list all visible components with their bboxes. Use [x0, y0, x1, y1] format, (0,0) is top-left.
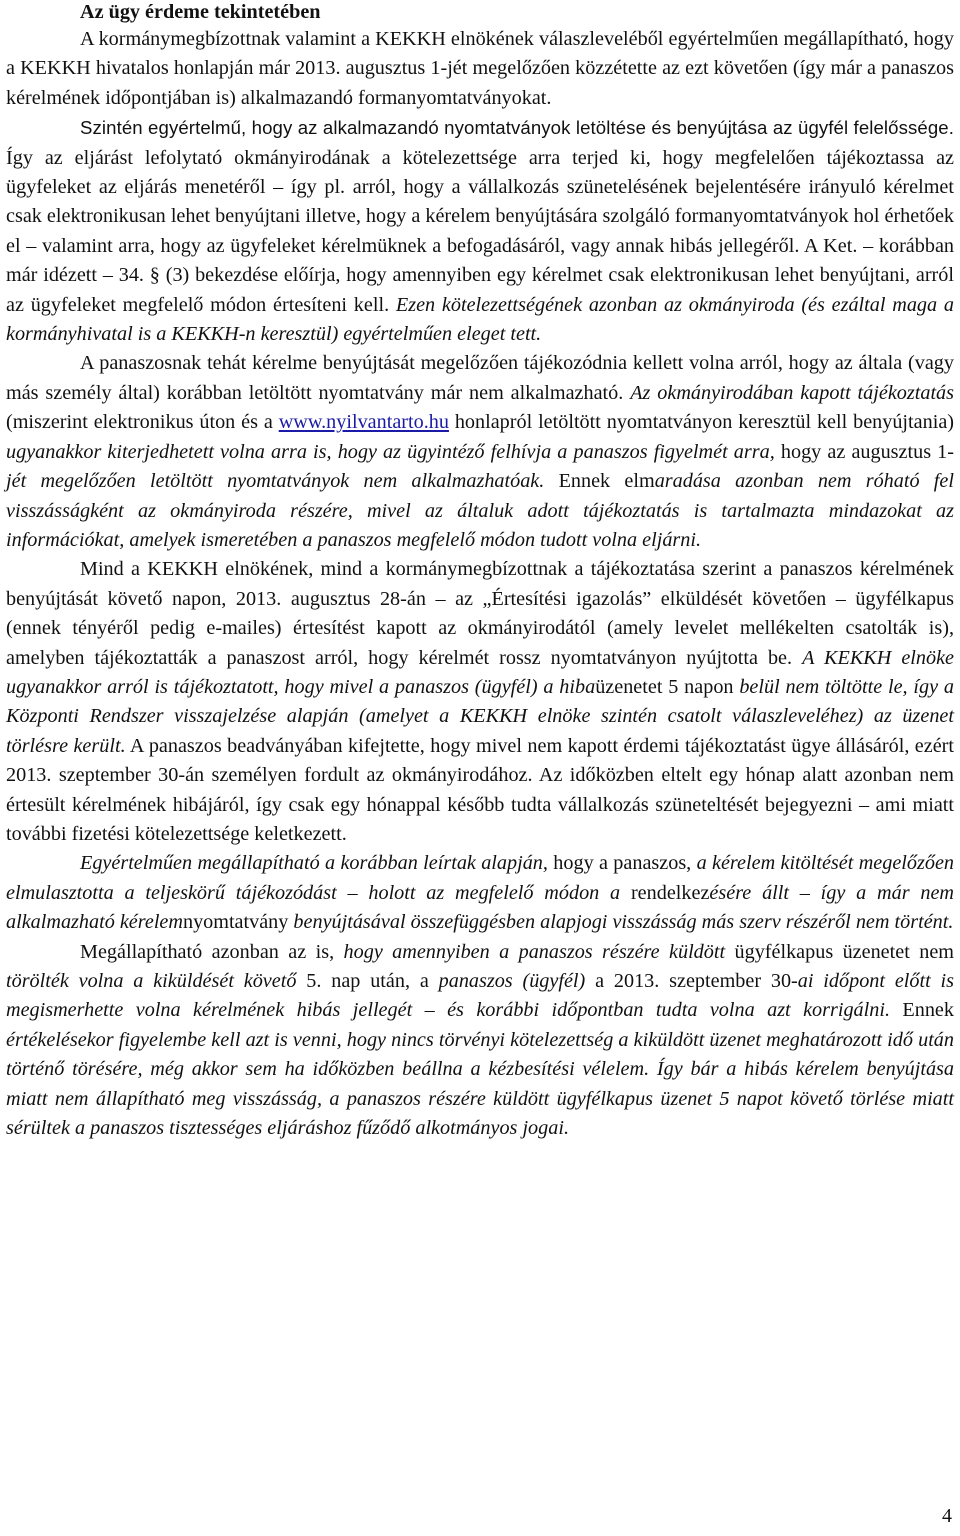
section-heading: Az ügy érdeme tekintetében	[80, 1, 321, 23]
paragraph-5	[6, 849, 954, 937]
nyilvantarto-link[interactable]: www.nyilvantarto.hu	[278, 411, 449, 434]
paragraph-3-text-e: Ennek elm	[544, 470, 655, 493]
paragraph-3-italic-b: ugyanakkor kiterjedhetett volna arra is, hogy az ügyintéző felhívja a panaszos figyelmét arra,	[6, 440, 775, 463]
paragraph-3-text-c: honlapról letöltött nyomtatványon keresztül kell benyújtania)	[448, 411, 954, 434]
paragraph-6-italic-c: panaszos (ügyfél)	[438, 970, 586, 992]
paragraph-6-italic-a: hogy amennyiben a panaszos részére küldött	[343, 940, 735, 963]
paragraph-5-italic-d: benyújtásával összefüggésben alapjogi visszásság más szerv részéről nem történt.	[293, 911, 954, 934]
paragraph-2-text: Így az eljárást lefolytató okmányirodának a kötelezettsége arra terjed ki, hogy megfelelően tájékoztassa az ügyfeleket az eljárás menetéről – így pl. arról, hogy a vállalkozás szünetelésének bejelentésére irányuló kérelmet csak elektronikusan lehet benyújtani illetve, hogy a kérelem benyújtására szolgáló formanyomtatványok hol érhetőek el – valamint arra, hogy az ügyfeleket kérelmüknek a befogadásáról, vagy annak hibás jellegéről. A Ket. – korábban már idézett – 34. § (3) bekezdése előírja, hogy amennyiben egy kérelmet csak elektronikusan lehet benyújtani, arról az ügyfeleket megfelelő módon értesíteni kell.	[6, 146, 954, 316]
paragraph-6-text-e: Ennek	[890, 999, 954, 1022]
page-number: 4	[942, 1505, 952, 1527]
paragraph-6-text-a: Megállapítható azonban az is,	[80, 940, 344, 963]
paragraph-3	[6, 349, 954, 555]
paragraph-4-italic-a: A KEKKH elnöke ugyanakkor arról is tájékoztatott, hogy mivel a panaszos (ügyfél) a hiba	[6, 646, 954, 698]
paragraph-2-sans-text: Szintén egyértelmű, hogy az alkalmazandó nyomtatványok letöltése és benyújtása az ügyfél felelőssége.	[80, 117, 954, 139]
paragraph-1-text: A kormánymegbízottnak valamint a KEKKH elnökének válaszleveléből egyértelműen megállapítható, hogy a KEKKH hivatalos honlapján már 2013. augusztus 1-jét megelőzően közzétette az ezt követően (így már a panaszos kérelmének időpontjában is) alkalmazandó formanyomtatványokat.	[6, 28, 954, 109]
paragraph-6-text-b: ügyfélkapus üzenetet nem	[734, 940, 954, 963]
paragraph-3-text-a: A panaszosnak tehát kérelme benyújtását megelőzően tájékozódnia kellett volna arról, hogy az általa (vagy más személy által) korábban letöltött nyomtatvány már nem alkalmazható.	[6, 352, 954, 404]
paragraph-2	[6, 113, 954, 349]
paragraph-6-text-c: 5. nap után, a	[296, 970, 439, 992]
paragraph-3-italic-c: jét megelőzően letöltött nyomtatványok nem alkalmazhatóak.	[6, 470, 545, 493]
paragraph-6	[6, 938, 954, 1144]
paragraph-5-italic-b: a kérelem kitöltését megelőzően elmulasztotta a teljeskörű tájékozódást – holott az megfelelő módon a	[6, 852, 954, 904]
paragraph-3-italic-d: aradása azonban nem róható fel visszásságként az okmányiroda részére, mivel az általuk adott tájékoztatás is tartalmazta mindazokat az információkat, amelyek ismeretében a panaszos megfelelő módon tudott volna eljárni.	[6, 470, 954, 551]
paragraph-3-text-d: hogy az augusztus 1-	[774, 440, 955, 463]
paragraph-5-text-b: rendelkez	[630, 881, 710, 904]
paragraph-1	[6, 25, 954, 113]
paragraph-4-italic-b: belül nem töltötte le, így a Központi Rendszer visszajelzése alapján (amelyet a KEKKH elnöke szintén csatolt válaszleveléhez) az üzenet törlésre került.	[6, 675, 954, 757]
document-page	[6, 0, 954, 1143]
paragraph-5-italic-a: Egyértelműen megállapítható a korábban leírtak alapján,	[80, 852, 548, 875]
paragraph-6-text-d: a 2013. szeptember 30-	[585, 970, 798, 992]
paragraph-3-text-b: (miszerint elektronikus úton és a	[6, 411, 279, 434]
paragraph-4-text-a: Mind a KEKKH elnökének, mind a kormánymegbízottnak a tájékoztatása szerint a panaszos kérelmének benyújtását követő napon, 2013. augusztus 28-án – az „Értesítési igazolás” elküldését követően – ügyfélkapus (ennek tényéről pedig e-mailes) értesítést kapott az okmányirodától (amely levelet mellékelten csatolták is), amelyben tájékoztatták a panaszost arról, hogy kérelmét rossz nyomtatványon nyújtotta be.	[6, 558, 954, 669]
paragraph-5-text-a: hogy a panaszos,	[547, 852, 697, 875]
paragraph-6-italic-b: törölték volna a kiküldését követő	[6, 970, 297, 992]
paragraph-5-italic-c: ésére állt – így a már nem alkalmazható kérelem	[6, 881, 954, 934]
paragraph-4-text-c: A panaszos beadványában kifejtette, hogy mivel nem kapott érdemi tájékoztatást ügye állásáról, ezért 2013. szeptember 30-án személyen fordult az okmányirodához. Az időközben eltelt egy hónap alatt azonban nem értesült kérelmének hibájáról, így csak egy hónappal később tudta vállalkozás szüneteltését bejegyezni – ami miatt további fizetési kötelezettsége keletkezett.	[6, 734, 955, 845]
paragraph-6-italic-e: értékelésekor figyelembe kell azt is venni, hogy nincs törvényi kötelezettség a kiküldött üzenet meghatározott idő után történő törésére, még akkor sem ha időközben beállna a kézbesítési vélelem. Így bár a hibás kérelem benyújtása miatt nem állapítható meg visszásság, a panaszos részére küldött ügyfélkapus üzenet 5 napot követő törlése miatt sérültek a panaszos tisztességes eljáráshoz fűződő alkotmányos jogai.	[6, 1028, 954, 1140]
paragraph-5-text-c: nyomtatvány	[182, 911, 294, 934]
paragraph-2-italic: Ezen kötelezettségének azonban az okmányiroda (és ezáltal maga a kormányhivatal is a KEKKH-n keresztül) egyértelműen eleget tett.	[6, 293, 954, 346]
paragraph-3-italic-a: Az okmányirodában kapott tájékoztatás	[630, 381, 954, 404]
paragraph-6-italic-d: ai időpont előtt is megismerhette volna kérelmének hibás jellegét – és korábbi időpontban tudta volna azt korrigálni.	[6, 970, 954, 1022]
paragraph-4	[6, 555, 954, 849]
paragraph-4-text-b: üzenetet 5 napon	[595, 675, 740, 698]
